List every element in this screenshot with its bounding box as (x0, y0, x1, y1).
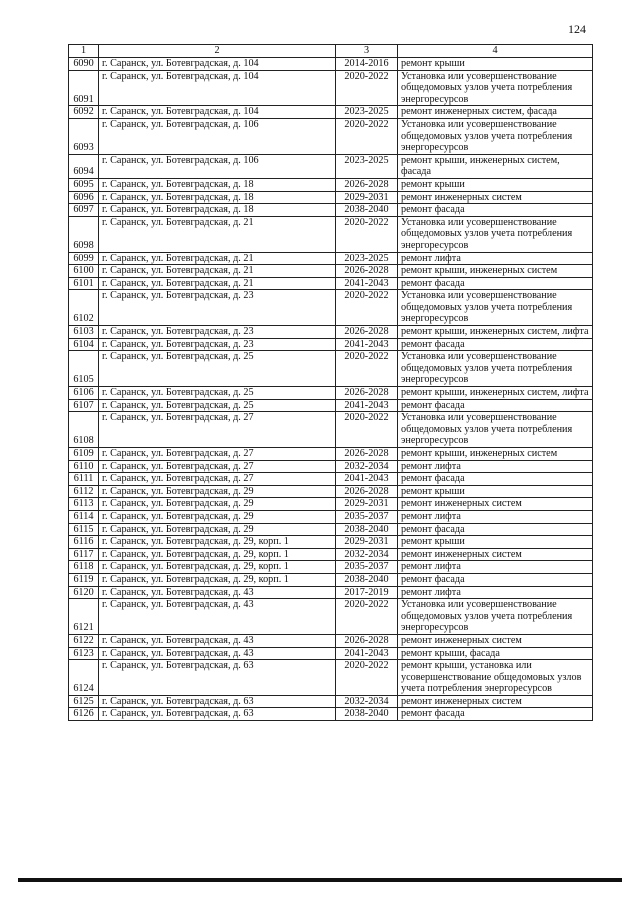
row-number: 6094 (69, 154, 99, 178)
row-period: 2038-2040 (336, 573, 398, 586)
table-row (69, 634, 593, 647)
row-period: 2038-2040 (336, 523, 398, 536)
table-row (69, 498, 593, 511)
row-number: 6106 (69, 387, 99, 400)
table-row (69, 106, 593, 119)
row-number: 6124 (69, 660, 99, 696)
row-address: г. Саранск, ул. Ботевградская, д. 27 (99, 412, 336, 448)
table-row (69, 599, 593, 635)
row-address: г. Саранск, ул. Ботевградская, д. 23 (99, 338, 336, 351)
row-work: ремонт фасада (398, 473, 593, 486)
row-period: 2041-2043 (336, 473, 398, 486)
header-row (69, 45, 593, 58)
row-work: ремонт крыши, инженерных систем, фасада (398, 154, 593, 178)
row-address: г. Саранск, ул. Ботевградская, д. 29 (99, 485, 336, 498)
row-work: ремонт фасада (398, 523, 593, 536)
header-col-4: 4 (398, 45, 593, 58)
row-work: ремонт крыши, инженерных систем, лифта (398, 326, 593, 339)
row-address: г. Саранск, ул. Ботевградская, д. 29, корп. 1 (99, 536, 336, 549)
row-period: 2020-2022 (336, 70, 398, 106)
table-row (69, 523, 593, 536)
row-work: ремонт крыши (398, 536, 593, 549)
row-number: 6105 (69, 351, 99, 387)
row-address: г. Саранск, ул. Ботевградская, д. 106 (99, 154, 336, 178)
row-work: Установка или усовершенствование общедомовых узлов учета потребления энергоресурсов (398, 412, 593, 448)
row-number: 6116 (69, 536, 99, 549)
row-period: 2014-2016 (336, 58, 398, 71)
table-row (69, 399, 593, 412)
row-work: ремонт фасада (398, 277, 593, 290)
table-row (69, 191, 593, 204)
row-period: 2041-2043 (336, 338, 398, 351)
table-row (69, 178, 593, 191)
row-work: ремонт инженерных систем (398, 634, 593, 647)
row-address: г. Саранск, ул. Ботевградская, д. 25 (99, 351, 336, 387)
table-row (69, 154, 593, 178)
row-number: 6114 (69, 510, 99, 523)
page-number: 124 (568, 22, 586, 36)
row-work: ремонт лифта (398, 561, 593, 574)
row-address: г. Саранск, ул. Ботевградская, д. 27 (99, 473, 336, 486)
table-row (69, 548, 593, 561)
row-work: Установка или усовершенствование общедомовых узлов учета потребления энергоресурсов (398, 118, 593, 154)
row-work: ремонт лифта (398, 586, 593, 599)
row-number: 6123 (69, 647, 99, 660)
row-work: ремонт крыши, инженерных систем (398, 448, 593, 461)
row-period: 2026-2028 (336, 178, 398, 191)
row-address: г. Саранск, ул. Ботевградская, д. 43 (99, 647, 336, 660)
row-number: 6099 (69, 252, 99, 265)
table-row (69, 561, 593, 574)
row-number: 6110 (69, 460, 99, 473)
row-period: 2038-2040 (336, 708, 398, 721)
table-row (69, 204, 593, 217)
table-row (69, 387, 593, 400)
row-work: Установка или усовершенствование общедомовых узлов учета потребления энергоресурсов (398, 599, 593, 635)
row-number: 6103 (69, 326, 99, 339)
row-work: ремонт лифта (398, 510, 593, 523)
row-work: ремонт крыши, фасада (398, 647, 593, 660)
row-period: 2035-2037 (336, 561, 398, 574)
row-work: ремонт крыши, инженерных систем (398, 265, 593, 278)
table-row (69, 277, 593, 290)
row-work: ремонт крыши (398, 485, 593, 498)
housing-repair-table (68, 44, 593, 721)
row-period: 2020-2022 (336, 660, 398, 696)
table-row (69, 660, 593, 696)
row-address: г. Саранск, ул. Ботевградская, д. 29, корп. 1 (99, 573, 336, 586)
table-row (69, 647, 593, 660)
row-address: г. Саранск, ул. Ботевградская, д. 23 (99, 290, 336, 326)
row-work: ремонт фасада (398, 708, 593, 721)
row-address: г. Саранск, ул. Ботевградская, д. 104 (99, 106, 336, 119)
row-work: ремонт инженерных систем, фасада (398, 106, 593, 119)
table-row (69, 216, 593, 252)
row-address: г. Саранск, ул. Ботевградская, д. 29 (99, 510, 336, 523)
table-body (69, 58, 593, 721)
row-number: 6090 (69, 58, 99, 71)
table-row (69, 695, 593, 708)
header-col-2: 2 (99, 45, 336, 58)
row-number: 6098 (69, 216, 99, 252)
row-period: 2032-2034 (336, 460, 398, 473)
row-period: 2041-2043 (336, 647, 398, 660)
row-number: 6107 (69, 399, 99, 412)
row-period: 2017-2019 (336, 586, 398, 599)
row-period: 2032-2034 (336, 548, 398, 561)
row-period: 2026-2028 (336, 387, 398, 400)
row-period: 2020-2022 (336, 351, 398, 387)
table-row (69, 573, 593, 586)
table-row (69, 118, 593, 154)
row-number: 6120 (69, 586, 99, 599)
row-work: ремонт крыши, установка или усовершенствование общедомовых узлов учета потребления энергоресурсов (398, 660, 593, 696)
row-work: ремонт крыши (398, 58, 593, 71)
row-number: 6108 (69, 412, 99, 448)
table-row (69, 448, 593, 461)
row-number: 6118 (69, 561, 99, 574)
table-row (69, 58, 593, 71)
table-row (69, 708, 593, 721)
row-period: 2026-2028 (336, 634, 398, 647)
table-row (69, 485, 593, 498)
row-number: 6111 (69, 473, 99, 486)
row-work: Установка или усовершенствование общедомовых узлов учета потребления энергоресурсов (398, 290, 593, 326)
row-number: 6095 (69, 178, 99, 191)
row-number: 6119 (69, 573, 99, 586)
row-address: г. Саранск, ул. Ботевградская, д. 21 (99, 216, 336, 252)
row-period: 2023-2025 (336, 252, 398, 265)
header-col-3: 3 (336, 45, 398, 58)
row-number: 6101 (69, 277, 99, 290)
row-period: 2020-2022 (336, 290, 398, 326)
row-address: г. Саранск, ул. Ботевградская, д. 106 (99, 118, 336, 154)
row-number: 6092 (69, 106, 99, 119)
row-address: г. Саранск, ул. Ботевградская, д. 25 (99, 399, 336, 412)
row-period: 2041-2043 (336, 399, 398, 412)
row-period: 2020-2022 (336, 599, 398, 635)
row-period: 2029-2031 (336, 498, 398, 511)
table-row (69, 351, 593, 387)
table-row (69, 510, 593, 523)
row-address: г. Саранск, ул. Ботевградская, д. 18 (99, 191, 336, 204)
row-period: 2023-2025 (336, 154, 398, 178)
row-work: ремонт инженерных систем (398, 548, 593, 561)
row-address: г. Саранск, ул. Ботевградская, д. 29 (99, 523, 336, 536)
row-work: ремонт крыши, инженерных систем, лифта (398, 387, 593, 400)
row-address: г. Саранск, ул. Ботевградская, д. 18 (99, 204, 336, 217)
row-period: 2029-2031 (336, 191, 398, 204)
row-address: г. Саранск, ул. Ботевградская, д. 104 (99, 70, 336, 106)
row-address: г. Саранск, ул. Ботевградская, д. 63 (99, 660, 336, 696)
row-number: 6091 (69, 70, 99, 106)
row-work: ремонт фасада (398, 338, 593, 351)
row-address: г. Саранск, ул. Ботевградская, д. 43 (99, 599, 336, 635)
row-period: 2026-2028 (336, 485, 398, 498)
table-row (69, 70, 593, 106)
row-number: 6121 (69, 599, 99, 635)
row-address: г. Саранск, ул. Ботевградская, д. 43 (99, 634, 336, 647)
header-col-1: 1 (69, 45, 99, 58)
row-number: 6109 (69, 448, 99, 461)
table-row (69, 412, 593, 448)
row-address: г. Саранск, ул. Ботевградская, д. 21 (99, 252, 336, 265)
row-address: г. Саранск, ул. Ботевградская, д. 21 (99, 277, 336, 290)
row-address: г. Саранск, ул. Ботевградская, д. 25 (99, 387, 336, 400)
row-period: 2032-2034 (336, 695, 398, 708)
row-number: 6125 (69, 695, 99, 708)
row-period: 2026-2028 (336, 448, 398, 461)
row-work: ремонт лифта (398, 252, 593, 265)
row-number: 6126 (69, 708, 99, 721)
table-row (69, 265, 593, 278)
row-work: ремонт инженерных систем (398, 695, 593, 708)
row-work: Установка или усовершенствование общедомовых узлов учета потребления энергоресурсов (398, 351, 593, 387)
table-row (69, 338, 593, 351)
row-address: г. Саранск, ул. Ботевградская, д. 104 (99, 58, 336, 71)
row-number: 6102 (69, 290, 99, 326)
row-address: г. Саранск, ул. Ботевградская, д. 43 (99, 586, 336, 599)
row-work: ремонт фасада (398, 204, 593, 217)
table-row (69, 473, 593, 486)
row-work: ремонт инженерных систем (398, 498, 593, 511)
table-row (69, 326, 593, 339)
table-row (69, 460, 593, 473)
row-work: ремонт фасада (398, 573, 593, 586)
row-number: 6115 (69, 523, 99, 536)
row-address: г. Саранск, ул. Ботевградская, д. 63 (99, 708, 336, 721)
table-row (69, 252, 593, 265)
table-row (69, 586, 593, 599)
row-number: 6096 (69, 191, 99, 204)
row-number: 6100 (69, 265, 99, 278)
row-work: Установка или усовершенствование общедомовых узлов учета потребления энергоресурсов (398, 70, 593, 106)
row-period: 2041-2043 (336, 277, 398, 290)
row-period: 2038-2040 (336, 204, 398, 217)
row-number: 6112 (69, 485, 99, 498)
row-period: 2020-2022 (336, 118, 398, 154)
row-address: г. Саранск, ул. Ботевградская, д. 29, корп. 1 (99, 548, 336, 561)
row-number: 6117 (69, 548, 99, 561)
row-number: 6104 (69, 338, 99, 351)
table-row (69, 290, 593, 326)
row-work: ремонт лифта (398, 460, 593, 473)
row-work: ремонт инженерных систем (398, 191, 593, 204)
row-address: г. Саранск, ул. Ботевградская, д. 27 (99, 460, 336, 473)
table-row (69, 536, 593, 549)
row-address: г. Саранск, ул. Ботевградская, д. 63 (99, 695, 336, 708)
row-address: г. Саранск, ул. Ботевградская, д. 27 (99, 448, 336, 461)
row-number: 6113 (69, 498, 99, 511)
row-period: 2020-2022 (336, 412, 398, 448)
row-address: г. Саранск, ул. Ботевградская, д. 18 (99, 178, 336, 191)
row-period: 2029-2031 (336, 536, 398, 549)
row-number: 6122 (69, 634, 99, 647)
bottom-rule (18, 878, 622, 882)
row-work: Установка или усовершенствование общедомовых узлов учета потребления энергоресурсов (398, 216, 593, 252)
row-address: г. Саранск, ул. Ботевградская, д. 29 (99, 498, 336, 511)
row-address: г. Саранск, ул. Ботевградская, д. 21 (99, 265, 336, 278)
row-number: 6093 (69, 118, 99, 154)
row-number: 6097 (69, 204, 99, 217)
row-period: 2035-2037 (336, 510, 398, 523)
row-period: 2026-2028 (336, 265, 398, 278)
row-period: 2023-2025 (336, 106, 398, 119)
row-address: г. Саранск, ул. Ботевградская, д. 29, корп. 1 (99, 561, 336, 574)
row-period: 2020-2022 (336, 216, 398, 252)
row-work: ремонт крыши (398, 178, 593, 191)
row-work: ремонт фасада (398, 399, 593, 412)
row-period: 2026-2028 (336, 326, 398, 339)
row-address: г. Саранск, ул. Ботевградская, д. 23 (99, 326, 336, 339)
